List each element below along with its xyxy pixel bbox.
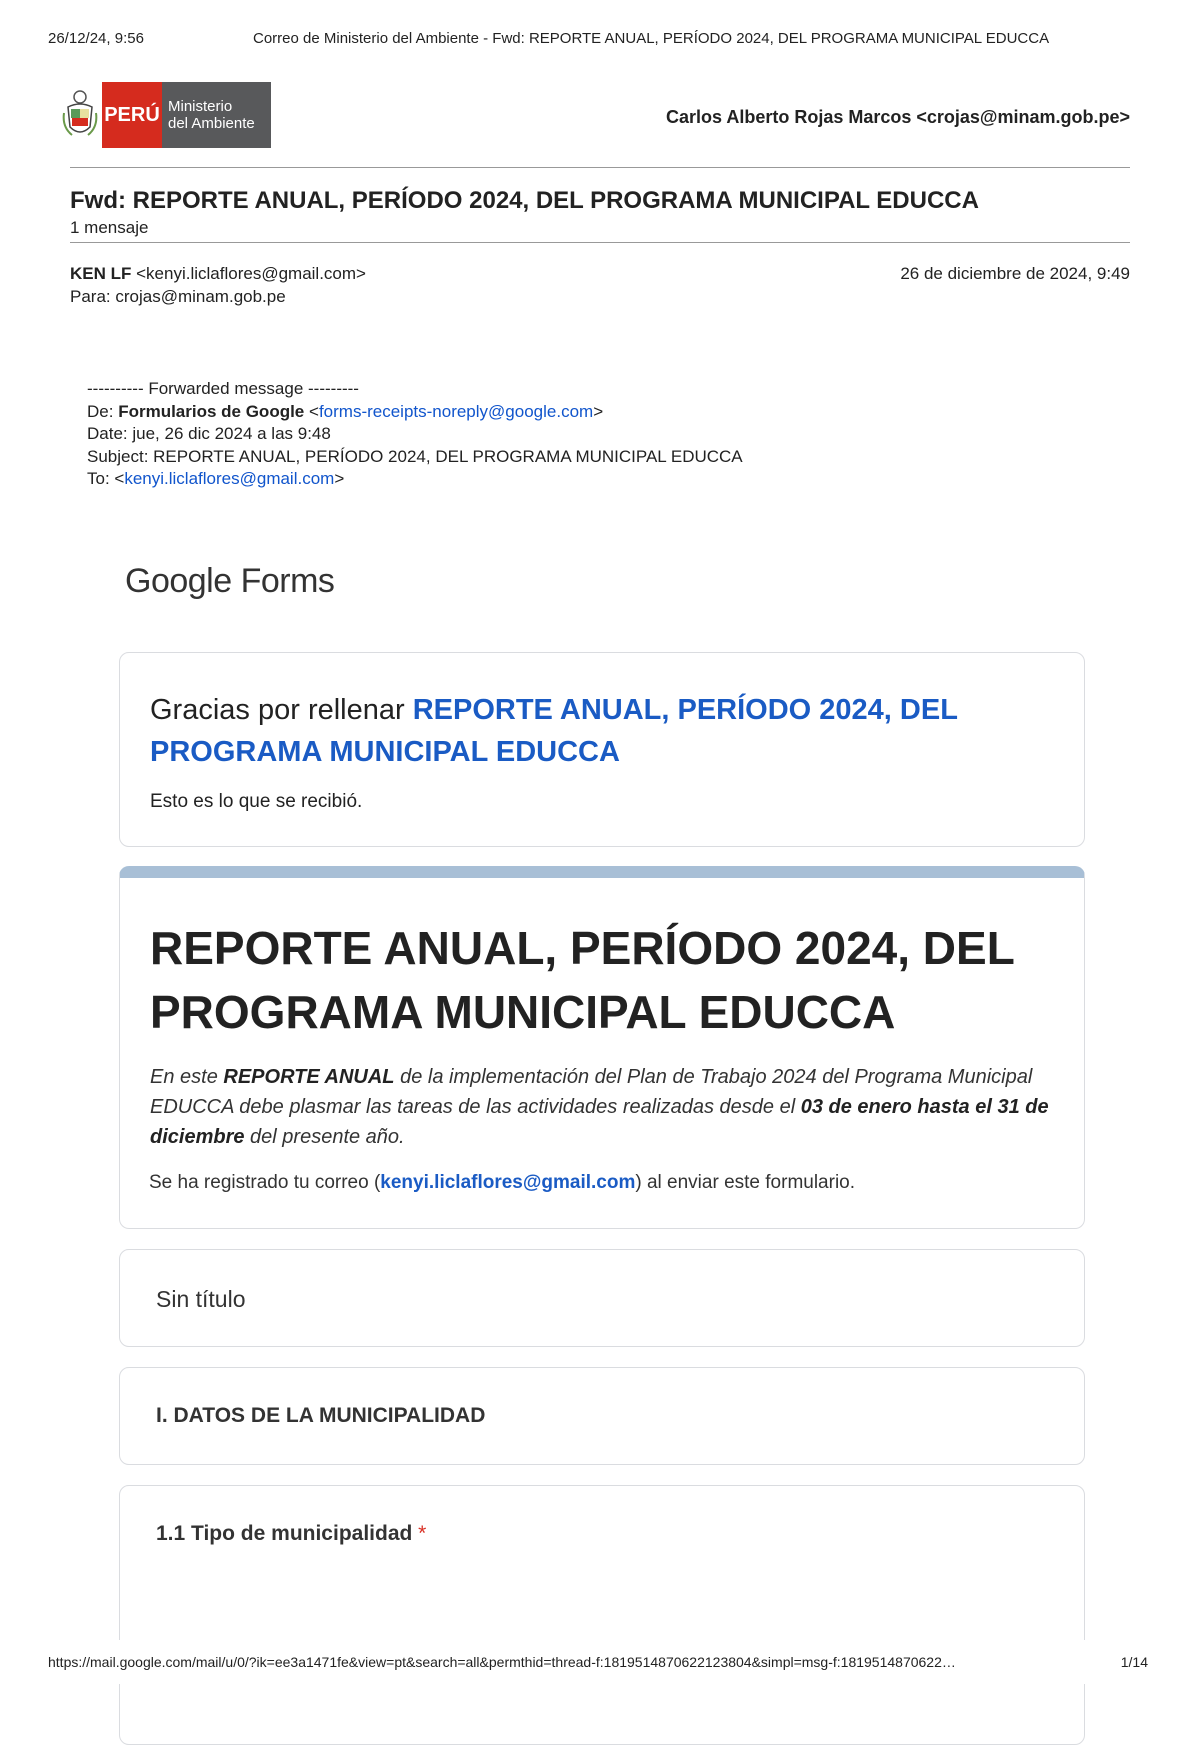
forwarded-separator: ---------- Forwarded message --------- <box>87 379 359 398</box>
forwarded-from: De: Formularios de Google <forms-receipts-noreply@google.com> <box>87 401 604 421</box>
question-card <box>119 1485 1085 1745</box>
desc-bold: REPORTE ANUAL <box>223 1066 395 1088</box>
minam-logo <box>58 82 271 148</box>
thanks-card <box>119 652 1085 847</box>
message-count: 1 mensaje <box>70 218 149 237</box>
sender-name: KEN LF <box>70 264 132 283</box>
section-card-untitled <box>119 1249 1085 1347</box>
desc-part: de la implementación del Plan de Trabajo 2024 del Programa Municipal EDUCCA debe plasmar las tareas de las actividades realizadas desde el <box>150 1066 1033 1118</box>
form-title: REPORTE ANUAL, PERÍODO 2024, DEL PROGRAMA MUNICIPAL EDUCCA <box>150 922 1014 1038</box>
required-mark: * <box>418 1522 427 1545</box>
logo-country: PERÚ <box>102 82 162 148</box>
form-link[interactable]: REPORTE ANUAL, PERÍODO 2024, DEL PROGRAMA MUNICIPAL EDUCCA <box>150 694 958 768</box>
account-name: Carlos Alberto Rojas Marcos <crojas@minam.gob.pe> <box>665 107 1130 127</box>
forwarded-message <box>87 378 743 491</box>
from-name: Formularios de Google <box>118 401 305 421</box>
note-prefix: Se ha registrado tu correo ( <box>149 1172 381 1193</box>
print-datetime: 26/12/24, 9:56 <box>48 30 144 47</box>
thanks-prefix: Gracias por rellenar <box>150 694 413 726</box>
forwarded-to: To: <kenyi.liclaflores@gmail.com> <box>87 469 345 488</box>
form-description <box>150 1062 1054 1152</box>
message-date: 26 de diciembre de 2024, 9:49 <box>900 264 1130 283</box>
page-number: 1/14 <box>1120 1654 1148 1670</box>
question-label: 1.1 Tipo de municipalidad <box>156 1522 413 1545</box>
form-header-card <box>119 866 1085 1229</box>
google-forms-logo <box>125 562 334 601</box>
print-url: https://mail.google.com/mail/u/0/?ik=ee3a1471fe&view=pt&search=all&permthid=thread-f:1819514870622123804&simpl=msg-f:1819514870622… <box>48 1654 956 1670</box>
sender <box>70 264 366 284</box>
forwarded-date: Date: jue, 26 dic 2024 a las 9:48 <box>87 424 331 443</box>
thanks-text <box>150 689 1024 773</box>
from-label: De: <box>87 401 119 421</box>
brand-google: Google <box>125 562 232 600</box>
print-footer <box>0 1640 1190 1684</box>
logo-ministry <box>162 82 271 148</box>
logo-ministry-line1: Ministerio <box>168 98 233 115</box>
received-text: Esto es lo que se recibió. <box>150 791 363 812</box>
logo-ministry-line2: del Ambiente <box>168 115 255 132</box>
to-label: To: <box>87 469 115 488</box>
desc-bold: 03 de enero hasta el 31 de diciembre <box>150 1096 1049 1148</box>
to-email-link[interactable]: kenyi.liclaflores@gmail.com <box>124 469 335 488</box>
from-email-link[interactable]: forms-receipts-noreply@google.com <box>318 401 594 421</box>
divider <box>70 242 1130 243</box>
section-title: I. DATOS DE LA MUNICIPALIDAD <box>156 1404 486 1427</box>
note-suffix: ) al enviar este formulario. <box>635 1172 856 1193</box>
recipient: Para: crojas@minam.gob.pe <box>70 287 286 306</box>
question-title <box>156 1522 426 1546</box>
forwarded-subject: Subject: REPORTE ANUAL, PERÍODO 2024, DEL PROGRAMA MUNICIPAL EDUCCA <box>87 446 743 466</box>
brand-forms: Forms <box>240 562 335 600</box>
sender-email: <kenyi.liclaflores@gmail.com> <box>136 264 366 283</box>
section-title: Sin título <box>156 1286 246 1312</box>
coat-of-arms-icon <box>58 82 102 148</box>
email-recorded-note <box>149 1172 855 1194</box>
recorded-email: kenyi.liclaflores@gmail.com <box>380 1172 636 1193</box>
desc-part: En este <box>150 1066 224 1088</box>
divider <box>70 167 1130 168</box>
print-title: Correo de Ministerio del Ambiente - Fwd: REPORTE ANUAL, PERÍODO 2024, DEL PROGRAMA MUNICIPAL EDUCCA <box>253 30 1050 47</box>
section-card-datos <box>119 1367 1085 1465</box>
desc-part: del presente año. <box>244 1126 405 1148</box>
thread-subject: Fwd: REPORTE ANUAL, PERÍODO 2024, DEL PROGRAMA MUNICIPAL EDUCCA <box>70 187 979 214</box>
